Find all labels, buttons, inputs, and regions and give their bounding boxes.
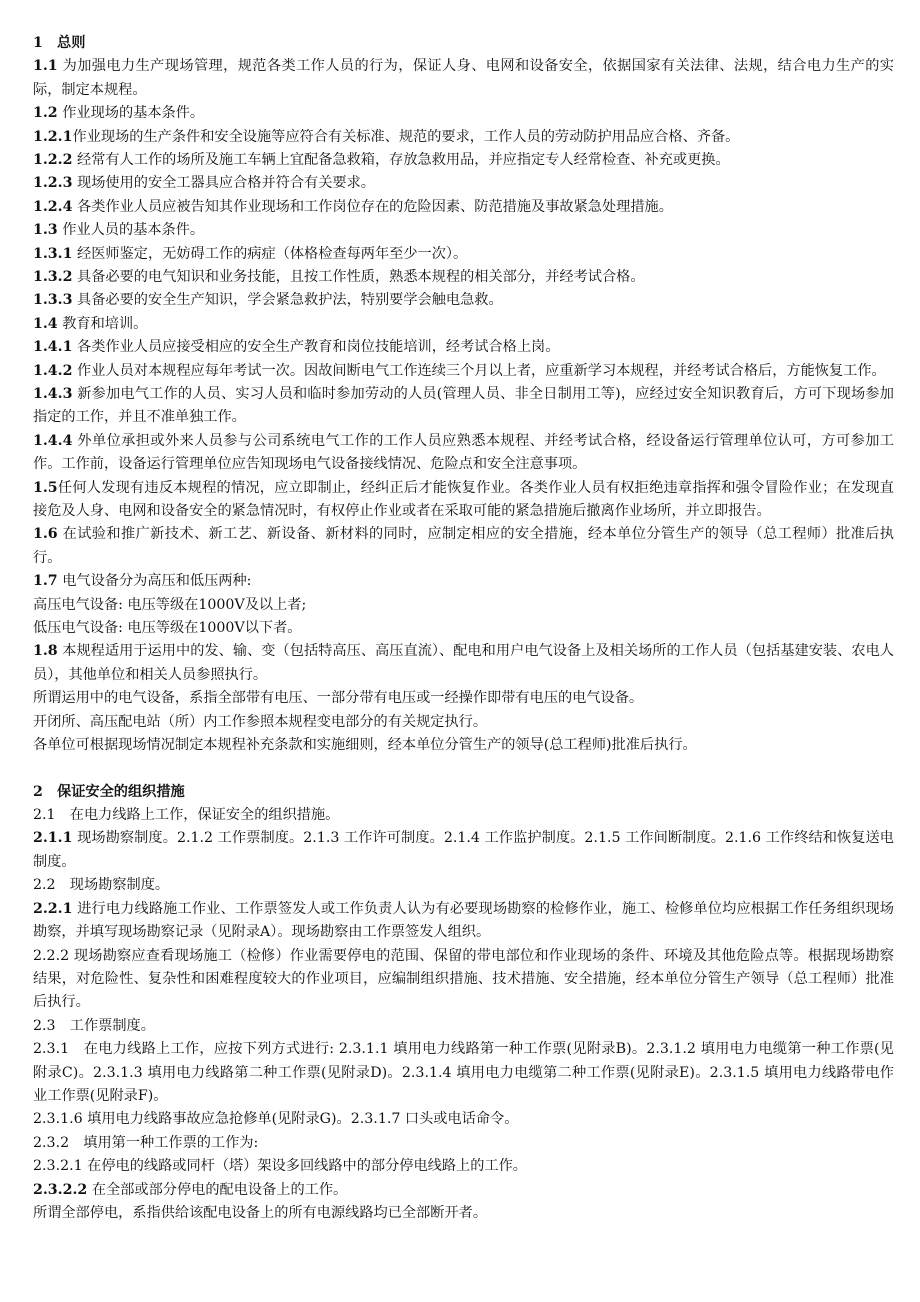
clause-number: 1.3.3 bbox=[33, 292, 73, 309]
clause-text: 在停电的线路或同杆（塔）架设多回线路中的部分停电线路上的工作。 bbox=[82, 1158, 527, 1175]
clause-text: 现场勘察应查看现场施工（检修）作业需要停电的范围、保留的带电部位和作业现场的条件、环境及其他危险点等。根据现场勘察结果，对危险性、复杂性和困难程度较大的作业项目，应编制组织措施、技术措施、安全措施，经本单位分管生产领导（总工程师）批准后执行。 bbox=[33, 947, 894, 1011]
clause-number: 1.6 bbox=[33, 526, 58, 543]
clause-text: 各类作业人员应接受相应的安全生产教育和岗位技能培训，经考试合格上岗。 bbox=[72, 339, 560, 356]
clause-text: 在全部或部分停电的配电设备上的工作。 bbox=[87, 1181, 348, 1198]
clause-text: 进行电力线路施工作业、工作票签发人或工作负责人认为有必要现场勘察的检修作业，施工、检修单位均应根据工作任务组织现场勘察，并填写现场勘察记录（见附录A）。现场勘察由工作票签发人组织。 bbox=[33, 900, 894, 941]
clause-text: 本规程适用于运用中的发、输、变（包括特高压、高压直流）、配电和用户电气设备上及相关场所的工作人员（包括基建安装、农电人员），其他单位和相关人员参照执行。 bbox=[33, 643, 894, 683]
clause-number: 2.2 bbox=[33, 877, 56, 894]
clause-number: 2.3.2.1 bbox=[33, 1158, 83, 1175]
clause-text: 新参加电气工作的人员、实习人员和临时参加劳动的人员(管理人员、非全日制用工等)，应经过安全知识教育后，方可下现场参加指定的工作，并且不准单独工作。 bbox=[33, 385, 894, 426]
clause-number: 1.4 bbox=[33, 315, 58, 332]
clause-number: 2.1 bbox=[33, 807, 56, 824]
clause-paragraph bbox=[33, 827, 894, 874]
clause-number: 2.2.2 bbox=[33, 947, 70, 964]
clause-paragraph bbox=[33, 477, 894, 524]
clause-text: 各单位可根据现场情况制定本规程补充条款和实施细则，经本单位分管生产的领导(总工程师)批准后执行。 bbox=[33, 736, 697, 753]
clause-paragraph bbox=[33, 945, 894, 1015]
clause-number: 2.1.1 bbox=[33, 830, 73, 847]
clause-number: 2.2.1 bbox=[33, 900, 73, 917]
clause-text: 现场勘察制度。 bbox=[55, 877, 170, 894]
clause-paragraph bbox=[33, 1108, 894, 1131]
clause-text: 外单位承担或外来人员参与公司系统电气工作的工作人员应熟悉本规程、并经考试合格，经设备运行管理单位认可，方可参加工作。工作前，设备运行管理单位应告知现场电气设备接线情况、危险点和安全注意事项。 bbox=[33, 432, 894, 473]
clause-paragraph bbox=[33, 383, 894, 430]
clause-text: 在电力线路上工作，保证安全的组织措施。 bbox=[55, 807, 340, 824]
clause-paragraph bbox=[33, 149, 894, 172]
clause-text: 高压电气设备: 电压等级在1000V及以上者; bbox=[33, 596, 307, 613]
clause-paragraph bbox=[33, 126, 894, 149]
clause-paragraph bbox=[33, 172, 894, 195]
clause-text: 具备必要的安全生产知识，学会紧急救护法，特别要学会触电急救。 bbox=[72, 292, 503, 309]
clause-number: 1.4.3 bbox=[33, 385, 73, 402]
clause-text: 经医师鉴定，无妨碍工作的病症（体格检查每两年至少一次）。 bbox=[72, 245, 468, 262]
clause-text: 开闭所、高压配电站（所）内工作参照本规程变电部分的有关规定执行。 bbox=[33, 713, 488, 730]
clause-paragraph bbox=[33, 1155, 894, 1178]
clause-paragraph bbox=[33, 102, 894, 125]
clause-text: 在电力线路上工作，应按下列方式进行: 2.3.1.1 填用电力线路第一种工作票(见附录B)。2.3.1.2 填用电力电缆第一种工作票(见附录C)。2.3.1.3 填用电力线路第二种工作票(见附录D)。2.3.1.4 填用电力电缆第二种工作票(见附录E)。2.3.1.5 填用电力线路带电作业工作票(见附录F)。 bbox=[33, 1041, 894, 1104]
clause-paragraph bbox=[33, 55, 894, 102]
clause-paragraph bbox=[33, 874, 894, 897]
clause-number: 2.3.1 bbox=[33, 1041, 70, 1058]
clause-paragraph bbox=[33, 617, 894, 640]
clause-paragraph bbox=[33, 687, 894, 710]
clause-text: 为加强电力生产现场管理，规范各类工作人员的行为，保证人身、电网和设备安全，依据国家有关法律、法规，结合电力生产的实际，制定本规程。 bbox=[33, 58, 894, 98]
clause-number: 1.7 bbox=[33, 573, 58, 590]
clause-paragraph bbox=[33, 313, 894, 336]
clause-text: 作业人员的基本条件。 bbox=[57, 222, 205, 239]
clause-text: 作业现场的生产条件和安全设施等应符合有关标准、规范的要求，工作人员的劳动防护用品应合格、齐备。 bbox=[72, 128, 740, 145]
clause-number: 2.3.2 bbox=[33, 1134, 70, 1151]
clause-number: 1.2 bbox=[33, 105, 58, 122]
clause-text: 电气设备分为高压和低压两种: bbox=[57, 573, 252, 590]
clause-number: 2.3.2.2 bbox=[33, 1181, 88, 1198]
clause-text: 所谓运用中的电气设备，系指全部带有电压、一部分带有电压或一经操作即带有电压的电气设备。 bbox=[33, 690, 644, 707]
clause-text: 填用电力线路事故应急抢修单(见附录G)。2.3.1.7 口头或电话命令。 bbox=[82, 1111, 519, 1128]
clause-paragraph bbox=[33, 219, 894, 242]
clause-number: 2.3 bbox=[33, 1017, 56, 1034]
section-gap bbox=[33, 757, 894, 780]
clause-text: 各类作业人员应被告知其作业现场和工作岗位存在的危险因素、防范措施及事故紧急处理措施。 bbox=[72, 198, 673, 215]
clause-paragraph bbox=[33, 430, 894, 477]
clause-number: 1.4.4 bbox=[33, 432, 73, 449]
clause-text: 现场使用的安全工器具应合格并符合有关要求。 bbox=[72, 175, 375, 192]
clause-text: 作业人员对本规程应每年考试一次。因故间断电气工作连续三个月以上者，应重新学习本规程，并经考试合格后，方能恢复工作。 bbox=[72, 362, 886, 379]
clause-paragraph bbox=[33, 1132, 894, 1155]
clause-number: 1.3.1 bbox=[33, 245, 73, 262]
clause-paragraph bbox=[33, 898, 894, 945]
clause-text: 任何人发现有违反本规程的情况，应立即制止，经纠正后才能恢复作业。各类作业人员有权拒绝违章指挥和强令冒险作业；在发现直接危及人身、电网和设备安全的紧急情况时，有权停止作业或者在采取可能的紧急措施后撤离作业场所，并立即报告。 bbox=[33, 479, 894, 519]
section-1-body bbox=[33, 55, 894, 757]
clause-number: 1.4.2 bbox=[33, 362, 73, 379]
clause-text: 低压电气设备: 电压等级在1000V以下者。 bbox=[33, 619, 302, 636]
clause-paragraph bbox=[33, 640, 894, 687]
clause-number: 1.2.2 bbox=[33, 151, 73, 168]
clause-paragraph bbox=[33, 1179, 894, 1202]
clause-text: 所谓全部停电，系指供给该配电设备上的所有电源线路均已全部断开者。 bbox=[33, 1204, 488, 1221]
clause-paragraph bbox=[33, 243, 894, 266]
clause-text: 具备必要的电气知识和业务技能，且按工作性质，熟悉本规程的相关部分，并经考试合格。 bbox=[72, 268, 645, 285]
clause-number: 1.4.1 bbox=[33, 339, 73, 356]
clause-text: 作业现场的基本条件。 bbox=[57, 105, 205, 122]
clause-number: 1.3.2 bbox=[33, 268, 73, 285]
clause-text: 在试验和推广新技术、新工艺、新设备、新材料的同时，应制定相应的安全措施，经本单位分管生产的领导（总工程师）批准后执行。 bbox=[33, 526, 894, 566]
clause-paragraph bbox=[33, 289, 894, 312]
clause-paragraph bbox=[33, 734, 894, 757]
clause-number: 1.2.4 bbox=[33, 198, 73, 215]
clause-text: 教育和培训。 bbox=[57, 315, 148, 332]
section-1-heading: 1 总则 bbox=[33, 35, 86, 51]
clause-text: 经常有人工作的场所及施工车辆上宜配备急救箱，存放急救用品，并应指定专人经常检查、补充或更换。 bbox=[72, 151, 730, 168]
clause-number: 1.1 bbox=[33, 58, 58, 75]
clause-paragraph bbox=[33, 711, 894, 734]
clause-paragraph bbox=[33, 336, 894, 359]
clause-text: 现场勘察制度。2.1.2 工作票制度。2.1.3 工作许可制度。2.1.4 工作监护制度。2.1.5 工作间断制度。2.1.6 工作终结和恢复送电制度。 bbox=[33, 830, 894, 870]
clause-number: 1.3 bbox=[33, 222, 58, 239]
clause-number: 1.2.3 bbox=[33, 175, 73, 192]
clause-number: 1.5 bbox=[33, 479, 58, 496]
clause-paragraph bbox=[33, 1202, 894, 1225]
clause-text: 填用第一种工作票的工作为: bbox=[69, 1134, 259, 1151]
clause-text: 工作票制度。 bbox=[55, 1017, 155, 1034]
clause-paragraph bbox=[33, 804, 894, 827]
clause-paragraph bbox=[33, 360, 894, 383]
clause-paragraph bbox=[33, 1015, 894, 1038]
clause-paragraph bbox=[33, 594, 894, 617]
clause-paragraph bbox=[33, 266, 894, 289]
section-2-heading: 2 保证安全的组织措施 bbox=[33, 783, 185, 800]
clause-number: 1.8 bbox=[33, 643, 58, 660]
clause-paragraph bbox=[33, 570, 894, 593]
section-2-body bbox=[33, 804, 894, 1225]
clause-paragraph bbox=[33, 523, 894, 570]
clause-number: 2.3.1.6 bbox=[33, 1111, 83, 1128]
clause-paragraph bbox=[33, 196, 894, 219]
clause-number: 1.2.1 bbox=[33, 128, 73, 145]
clause-paragraph bbox=[33, 1038, 894, 1108]
